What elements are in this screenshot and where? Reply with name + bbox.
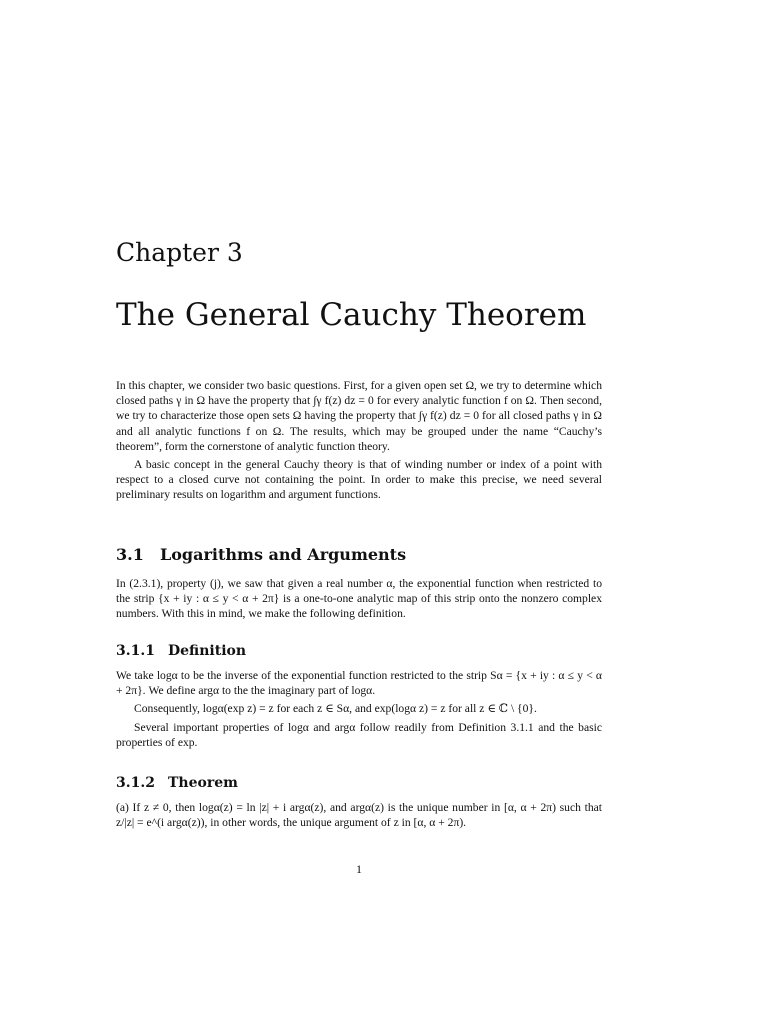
page-number: 1 (356, 862, 362, 876)
theorem-paragraph-1: (a) If z ≠ 0, then logα(z) = ln |z| + i argα(z), and argα(z) is the unique number in [α, α + 2π) such that z/|z| = e^(i argα(z)), in other words, the unique argument of z in [α, α + 2π). (116, 801, 602, 830)
definition-paragraph-3: Several important properties of logα and argα follow readily from Definition 3.1.1 and the basic properties of exp. (116, 720, 602, 749)
definition-paragraph-1: We take logα to be the inverse of the exponential function restricted to the strip Sα = {x + iy : α ≤ y < α + 2π}. We define argα to the the imaginary part of logα. (116, 669, 602, 698)
subsection-heading-definition (116, 643, 246, 659)
definition-paragraph-2: Consequently, logα(exp z) = z for each z ∈ Sα, and exp(logα z) = z for all z ∈ ℂ \ {0}. (134, 702, 537, 716)
section-title: Logarithms and Arguments (160, 545, 407, 564)
subsection-number: 3.1.2 (116, 775, 155, 791)
chapter-title: The General Cauchy Theorem (116, 297, 587, 333)
chapter-label: Chapter 3 (116, 238, 243, 267)
section-paragraph-1: In (2.3.1), property (j), we saw that given a real number α, the exponential function when restricted to the strip {x + iy : α ≤ y < α + 2π} is a one-to-one analytic map of this strip onto the nonzero complex numbers. With this in mind, we make the following definition. (116, 577, 602, 621)
subsection-title: Theorem (168, 775, 238, 791)
theorem-text (116, 800, 602, 830)
section-number: 3.1 (116, 545, 144, 564)
intro-text (116, 378, 602, 503)
subsection-number: 3.1.1 (116, 643, 155, 659)
intro-paragraph-2: A basic concept in the general Cauchy theory is that of winding number or index of a point with respect to a closed curve not containing the point. In order to make this precise, we need several preliminary results on logarithm and argument functions. (116, 458, 602, 502)
intro-paragraph-1: In this chapter, we consider two basic questions. First, for a given open set Ω, we try to determine which closed paths γ in Ω have the property that ∫γ f(z) dz = 0 for every analytic function f on Ω. Then second, we try to characterize those open sets Ω having the property that ∫γ f(z) dz = 0 for all closed paths γ in Ω and all analytic functions f on Ω. The results, which may be grouped under the name “Cauchy’s theorem”, form the cornerstone of analytic function theory. (116, 379, 602, 453)
subsection-title: Definition (168, 643, 247, 659)
definition-text (116, 668, 602, 750)
section-text (116, 576, 602, 622)
section-heading (116, 545, 406, 564)
subsection-heading-theorem (116, 775, 238, 791)
